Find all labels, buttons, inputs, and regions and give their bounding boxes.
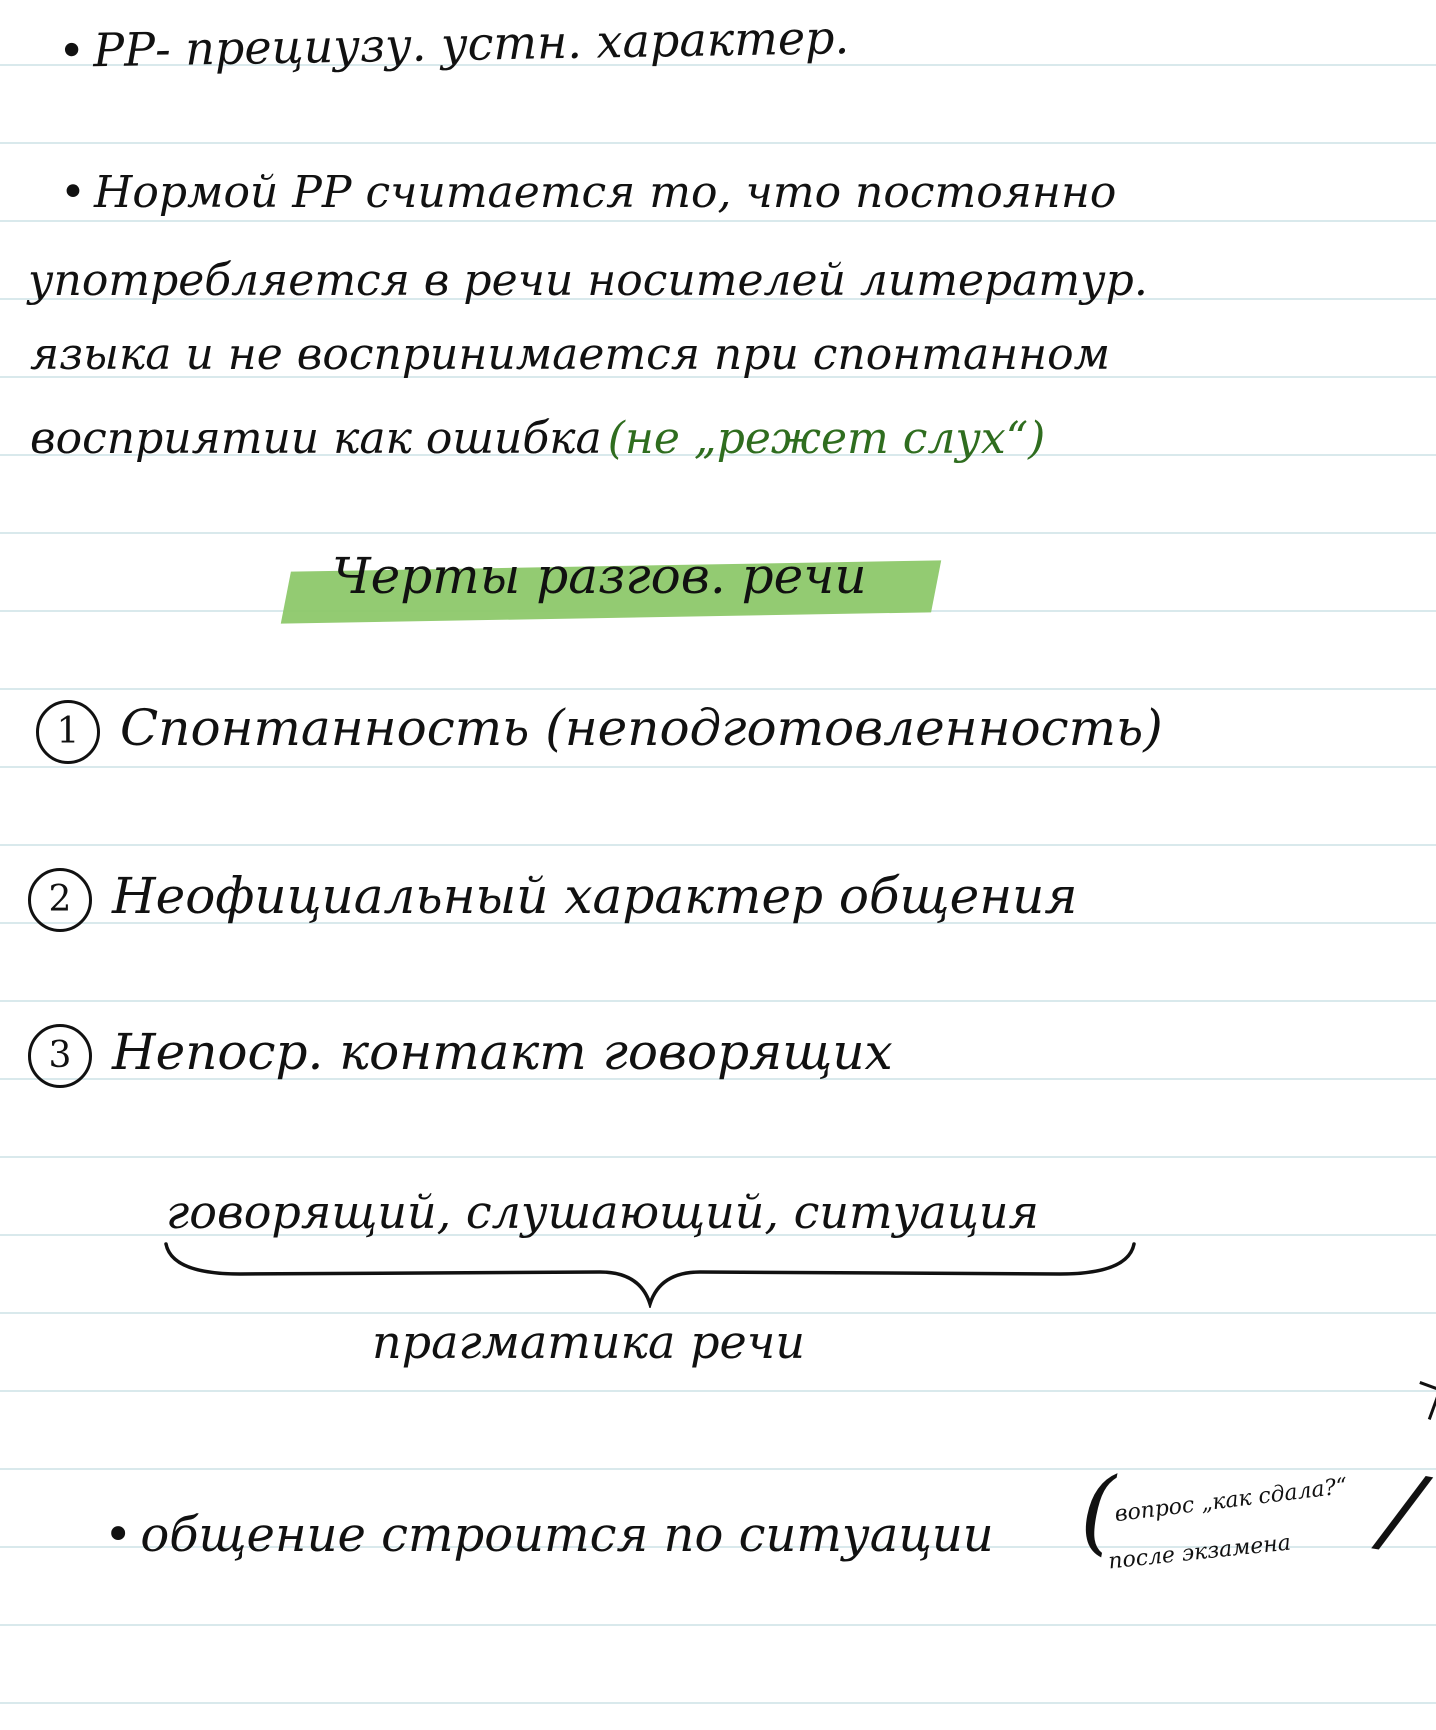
- number-3-badge: 3: [28, 1024, 92, 1088]
- note-line-2-text: Нормой РР считается то, что постоянно: [93, 167, 1117, 218]
- situation-line: [104, 1508, 994, 1563]
- number-2-badge: 2: [28, 868, 92, 932]
- heading: [332, 548, 867, 606]
- edge-pen-mark: [1409, 1381, 1436, 1420]
- aside-line-1: вопрос „как сдала?“: [1113, 1473, 1349, 1528]
- list-item-1: [36, 700, 1163, 764]
- triad: [166, 1186, 1039, 1239]
- list-item-2-text: Неофициальный характер общения: [112, 867, 1078, 925]
- aside-line-2: после экзамена: [1107, 1530, 1293, 1575]
- bullet: •: [104, 1507, 133, 1563]
- brace-label: [372, 1316, 805, 1369]
- heading-text: Черты разгов. речи: [332, 547, 867, 605]
- situation-text: общение строится по ситуации: [140, 1507, 994, 1563]
- aside-open-paren: (: [1080, 1458, 1116, 1565]
- note-line-5-text: восприятии как ошибка: [30, 413, 602, 464]
- note-line-2: [60, 168, 1116, 219]
- brace-label-text: прагматика речи: [372, 1315, 805, 1369]
- bullet: •: [57, 23, 86, 78]
- note-line-4-text: языка и не воспринимается при спонтанном: [30, 329, 1111, 380]
- aside-close-paren: /: [1376, 1451, 1429, 1571]
- list-item-2: [28, 868, 1077, 932]
- number-1-badge: 1: [36, 700, 100, 764]
- triad-text: говорящий, слушающий, ситуация: [166, 1185, 1039, 1239]
- note-line-1-text: РР- прециузу. устн. характер.: [92, 10, 850, 78]
- list-item-3-text: Непоср. контакт говорящих: [112, 1023, 893, 1081]
- note-line-5-green: (не „режет слух“): [607, 413, 1046, 464]
- note-line-4: [30, 330, 1110, 381]
- note-line-3-text: употребляется в речи носителей литератур.: [28, 255, 1148, 306]
- note-line-1: [58, 11, 850, 78]
- bullet: •: [60, 167, 86, 218]
- curly-brace: [160, 1236, 1140, 1308]
- note-line-3: [28, 256, 1148, 307]
- aside-note: [1080, 1451, 1430, 1618]
- note-line-5: [30, 414, 1045, 465]
- list-item-3: [28, 1024, 893, 1088]
- list-item-1-text: Спонтанность (неподготовленность): [120, 699, 1163, 757]
